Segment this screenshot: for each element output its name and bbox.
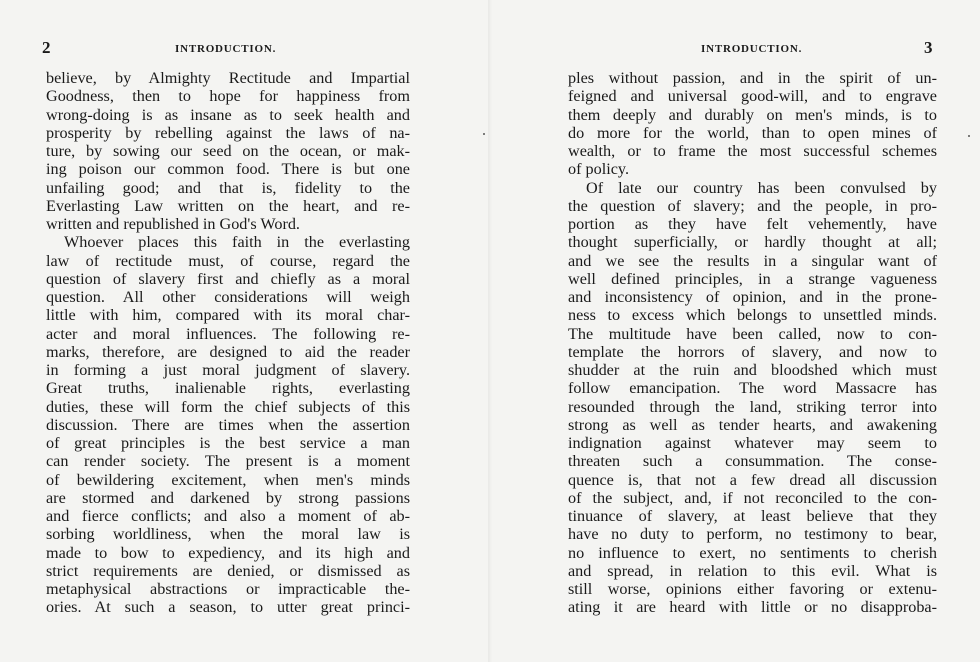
text-line: no influence to exert, no sentiments to cherish bbox=[568, 543, 937, 562]
text-line: have no duty to perform, no testimony to bear, bbox=[568, 525, 937, 544]
text-line: of the subject, and, if not reconciled to the con- bbox=[568, 488, 937, 507]
text-line: in forming a just moral judgment of slavery. bbox=[46, 361, 410, 379]
text-line: Everlasting Law written on the heart, and re- bbox=[46, 196, 410, 215]
text-line: ories. At such a season, to utter great princi- bbox=[46, 598, 410, 617]
text-line: are stormed and darkened by strong passions bbox=[46, 488, 410, 507]
text-line: thought superficially, or hardly thought at all; bbox=[568, 233, 937, 252]
text-line: ness to excess which belongs to unsettled minds. bbox=[568, 306, 937, 325]
text-line: believe, by Almighty Rectitude and Impartial bbox=[46, 69, 410, 87]
text-line: metaphysical abstractions or impracticable the- bbox=[46, 580, 410, 598]
text-line: the question of slavery; and the people, in pro- bbox=[568, 196, 937, 215]
text-line: still worse, opinions either favoring or extenu- bbox=[568, 580, 937, 598]
text-line: and inconsistency of opinion, and in the prone- bbox=[568, 288, 937, 306]
text-line: strict requirements are denied, or dismissed as bbox=[46, 561, 410, 580]
text-line: duties, these will form the chief subjects of this bbox=[46, 397, 410, 416]
text-line: indignation against whatever may seem to bbox=[568, 434, 937, 452]
text-line: wealth, or to frame the most successful schemes bbox=[568, 142, 937, 160]
text-line: and fierce conflicts; and also a moment of ab- bbox=[46, 507, 410, 525]
scan-speck bbox=[968, 135, 970, 137]
text-line: Goodness, then to hope for happiness from bbox=[46, 87, 410, 106]
text-line: shudder at the ruin and bloodshed which must bbox=[568, 361, 937, 379]
text-line: feigned and universal good-will, and to engrave bbox=[568, 87, 937, 106]
text-line: The multitude have been called, now to con- bbox=[568, 324, 937, 343]
text-line: prosperity by rebelling against the laws of na- bbox=[46, 123, 410, 142]
text-line: written and republished in God's Word. bbox=[46, 215, 300, 233]
right-page bbox=[490, 0, 980, 662]
text-line: discussion. There are times when the assertion bbox=[46, 415, 410, 434]
right-page-number: 3 bbox=[924, 38, 933, 57]
text-line: ing poison our common food. There is but one bbox=[46, 160, 410, 179]
text-line: can render society. The present is a moment bbox=[46, 452, 410, 471]
left-body-text bbox=[46, 69, 410, 617]
text-line: template the horrors of slavery, and now to bbox=[568, 342, 937, 361]
text-line: threaten such a consummation. The conse- bbox=[568, 452, 937, 471]
text-line: well defined principles, in a strange vagueness bbox=[568, 269, 937, 288]
text-line: and spread, in relation to this evil. What is bbox=[568, 561, 937, 580]
text-line: ples without passion, and in the spirit of un- bbox=[568, 69, 937, 87]
text-line: of policy. bbox=[568, 160, 629, 179]
text-line: acter and moral influences. The following re- bbox=[46, 324, 410, 343]
text-line: ture, by sowing our seed on the ocean, or mak- bbox=[46, 142, 410, 160]
text-line: question of slavery first and chiefly as a moral bbox=[46, 269, 410, 288]
text-line: Of late our country has been convulsed by bbox=[586, 178, 937, 197]
text-line: little with him, compared with its moral char- bbox=[46, 306, 410, 325]
text-line: of great principles is the best service a man bbox=[46, 434, 410, 452]
text-line: wrong-doing is as insane as to seek health and bbox=[46, 105, 410, 124]
text-line: marks, therefore, are designed to aid the reader bbox=[46, 342, 410, 361]
right-running-head: INTRODUCTION. bbox=[701, 43, 803, 55]
text-line: them deeply and durably on men's minds, is to bbox=[568, 105, 937, 124]
text-line: sorbing worldliness, when the moral law is bbox=[46, 525, 410, 544]
right-body-text bbox=[568, 69, 937, 617]
text-line: Great truths, inalienable rights, everlasting bbox=[46, 379, 410, 398]
text-line: portion as they have felt vehemently, have bbox=[568, 215, 937, 233]
text-line: of bewildering excitement, when men's minds bbox=[46, 470, 410, 489]
text-line: quence is, that not a few dread all discussion bbox=[568, 470, 937, 489]
text-line: made to bow to expediency, and its high and bbox=[46, 543, 410, 562]
text-line: ating it are heard with little or no disapproba- bbox=[568, 598, 937, 617]
text-line: resounded through the land, striking terror into bbox=[568, 397, 937, 416]
left-running-head: INTRODUCTION. bbox=[175, 43, 277, 55]
text-line: question. All other considerations will weigh bbox=[46, 288, 410, 306]
text-line: and we see the results in a singular want of bbox=[568, 251, 937, 270]
text-line: follow emancipation. The word Massacre has bbox=[568, 379, 937, 398]
text-line: unfailing good; and that is, fidelity to the bbox=[46, 178, 410, 197]
text-line: tinuance of slavery, at least believe that they bbox=[568, 507, 937, 525]
text-line: law of rectitude must, of course, regard the bbox=[46, 251, 410, 270]
scan-speck bbox=[483, 133, 485, 135]
text-line: strong as well as tender hearts, and awakening bbox=[568, 415, 937, 434]
left-page-number: 2 bbox=[42, 38, 51, 57]
text-line: Whoever places this faith in the everlasting bbox=[64, 233, 410, 252]
text-line: do more for the world, than to open mines of bbox=[568, 123, 937, 142]
